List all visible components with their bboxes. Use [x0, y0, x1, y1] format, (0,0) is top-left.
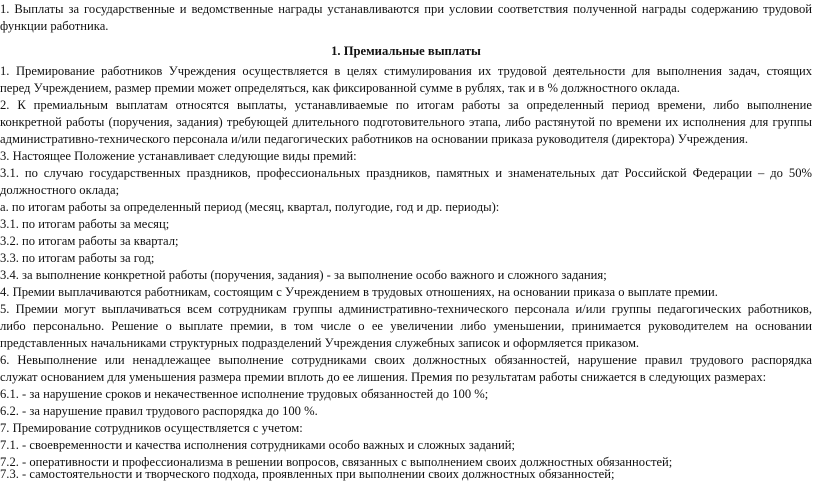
paragraph-line: административно-технического персонала и/или педагогических работников на основании приказа руководителя (директора) Учреждения.: [0, 132, 748, 146]
paragraph-line: служат основанием для уменьшения размера премии вплоть до ее лишения. Премия по результатам работы снижается в следующих размерах:: [0, 370, 767, 384]
paragraph-line: 5. Премии могут выплачиваться всем сотрудникам группы административно-технического персонала и/или группы педагогических работников,: [0, 302, 812, 316]
paragraph-line: а. по итогам работы за определенный период (месяц, квартал, полугодие, год и др. периоды):: [0, 200, 500, 214]
paragraph-line: функции работника.: [0, 19, 109, 33]
paragraph-line: перед Учреждением, размер премии может определяться, как фиксированной сумме в рублях, так и в % должностного оклада.: [0, 81, 680, 95]
paragraph-line: 3. Настоящее Положение устанавливает следующие виды премий:: [0, 149, 357, 163]
paragraph-line: 1. Премирование работников Учреждения осуществляется в целях стимулирования их трудовой деятельности для выполнения задач, стоящих: [0, 64, 812, 78]
paragraph-line: 3.4. за выполнение конкретной работы (поручения, задания) - за выполнение особо важного и сложного задания;: [0, 268, 607, 282]
paragraph-line: представленных начальниками структурных подразделений Учреждения служебных записок и оформляется приказом.: [0, 336, 640, 350]
paragraph-line: 7. Премирование сотрудников осуществляется с учетом:: [0, 421, 303, 435]
paragraph-line: 4. Премии выплачиваются работникам, состоящим с Учреждением в трудовых отношениях, на основании приказа о выплате премии.: [0, 285, 718, 299]
paragraph-line: 3.2. по итогам работы за квартал;: [0, 234, 179, 248]
section-title: 1. Премиальные выплаты: [331, 44, 481, 58]
paragraph-line: 6. Невыполнение или ненадлежащее выполнение сотрудниками своих должностных обязанностей, нарушение правил трудового распорядка: [0, 353, 812, 367]
paragraph-line: 3.3. по итогам работы за год;: [0, 251, 155, 265]
paragraph-line: 6.1. - за нарушение сроков и некачественное исполнение трудовых обязанностей до 100 %;: [0, 387, 489, 401]
paragraph-line: должностного оклада;: [0, 183, 120, 197]
paragraph-line: 7.2. - оперативности и профессионализма в решении вопросов, связанных с выполнением своих должностных обязанностей;: [0, 455, 673, 469]
paragraph-line: конкретной работы (поручения, задания) требующей длительного подготовительного этапа, либо растянутой по времени их исполнения для группы: [0, 115, 812, 129]
paragraph-line: 6.2. - за нарушение правил трудового распорядка до 100 %.: [0, 404, 318, 418]
paragraph-line: 7.3. - самостоятельности и творческого подхода, проявленных при выполнении своих должностных обязанностей;: [0, 467, 615, 481]
paragraph-line: 2. К премиальным выплатам относятся выплаты, устанавливаемые по итогам работы за определенный период времени, либо выполнение: [0, 98, 812, 112]
paragraph-line: 1. Выплаты за государственные и ведомственные награды устанавливаются при условии соответствия полученной награды содержанию трудовой: [0, 2, 812, 16]
paragraph-line: либо персонально. Решение о выплате премии, в том числе о ее увеличении либо уменьшении, принимается руководителем на основании: [0, 319, 812, 333]
paragraph-line: 7.1. - своевременности и качества исполнения сотрудниками особо важных и сложных заданий;: [0, 438, 516, 452]
paragraph-line: 3.1. по итогам работы за месяц;: [0, 217, 170, 231]
paragraph-line: 3.1. по случаю государственных праздников, профессиональных праздников, памятных и знаменательных дат Российской Федерации – до 50%: [0, 166, 812, 180]
